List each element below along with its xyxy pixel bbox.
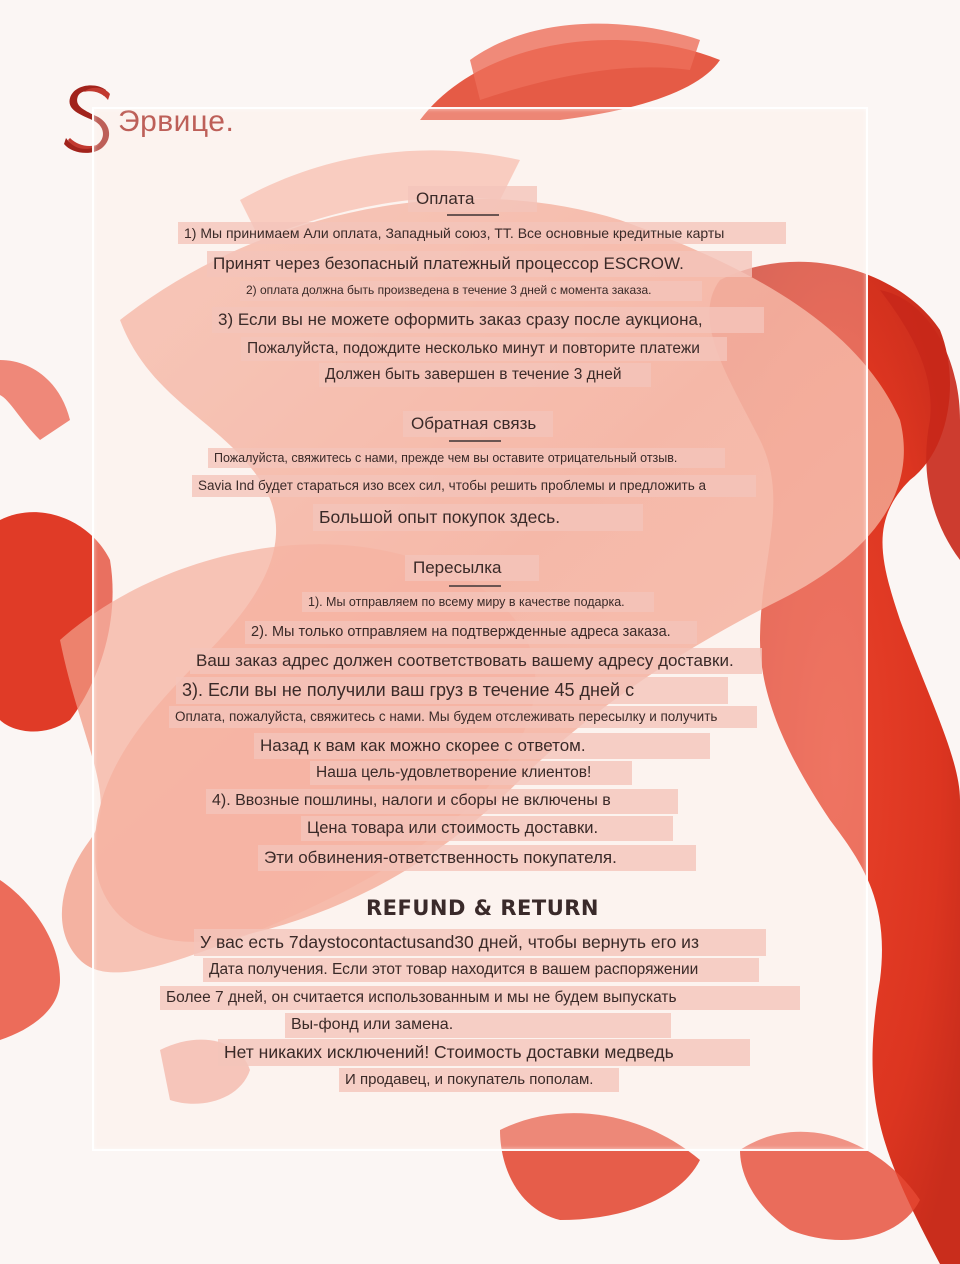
shipping-line-6: Назад к вам как можно скорее с ответом. xyxy=(254,733,710,759)
refund-heading: REFUND & RETURN xyxy=(366,896,599,920)
payment-line-3: 2) оплата должна быть произведена в течение 3 дней с момента заказа. xyxy=(240,281,702,301)
payment-line-2: Принят через безопасный платежный процессор ESCROW. xyxy=(207,251,752,277)
shipping-line-3: Ваш заказ адрес должен соответствовать вашему адресу доставки. xyxy=(190,648,762,674)
shipping-line-9: Цена товара или стоимость доставки. xyxy=(301,816,673,841)
feedback-line-1: Пожалуйста, свяжитесь с нами, прежде чем вы оставите отрицательный отзыв. xyxy=(208,448,725,468)
refund-line-2: Дата получения. Если этот товар находится в вашем распоряжении xyxy=(203,958,759,982)
refund-line-1: У вас есть 7daystocontactusand30 дней, чтобы вернуть его из xyxy=(194,929,766,956)
refund-line-6: И продавец, и покупатель пополам. xyxy=(339,1068,619,1092)
brand-name: Эрвице. xyxy=(118,105,235,138)
shipping-line-1: 1). Мы отправляем по всему миру в качестве подарка. xyxy=(302,592,654,612)
refund-line-3: Более 7 дней, он считается использованным и мы не будем выпускать xyxy=(160,986,800,1010)
payment-line-4: 3) Если вы не можете оформить заказ сразу после аукциона, xyxy=(212,307,764,333)
feedback-heading-underline xyxy=(449,440,501,442)
shipping-heading-underline xyxy=(449,585,501,587)
refund-line-4: Вы-фонд или замена. xyxy=(285,1013,671,1038)
feedback-line-3: Большой опыт покупок здесь. xyxy=(313,504,643,531)
shipping-line-4: 3). Если вы не получили ваш груз в течение 45 дней с xyxy=(176,677,728,704)
refund-line-5: Нет никаких исключений! Стоимость доставки медведь xyxy=(218,1039,750,1066)
shipping-line-8: 4). Ввозные пошлины, налоги и сборы не включены в xyxy=(206,789,678,814)
payment-heading-underline xyxy=(447,214,499,216)
payment-line-5: Пожалуйста, подождите несколько минут и повторите платежи xyxy=(241,337,727,361)
shipping-line-10: Эти обвинения-ответственность покупателя. xyxy=(258,845,696,871)
shipping-line-7: Наша цель-удовлетворение клиентов! xyxy=(310,761,632,785)
payment-heading: Оплата xyxy=(408,186,537,212)
feedback-heading: Обратная связь xyxy=(403,411,553,437)
payment-line-6: Должен быть завершен в течение 3 дней xyxy=(319,363,651,387)
feedback-line-2: Savia Ind будет стараться изо всех сил, чтобы решить проблемы и предложить а xyxy=(192,475,756,497)
shipping-heading: Пересылка xyxy=(405,555,539,581)
payment-line-1: 1) Мы принимаем Али оплата, Западный союз, TT. Все основные кредитные карты xyxy=(178,222,786,244)
shipping-line-2: 2). Мы только отправляем на подтвержденные адреса заказа. xyxy=(245,621,697,644)
shipping-line-5: Оплата, пожалуйста, свяжитесь с нами. Мы будем отслеживать пересылку и получить xyxy=(169,706,757,728)
